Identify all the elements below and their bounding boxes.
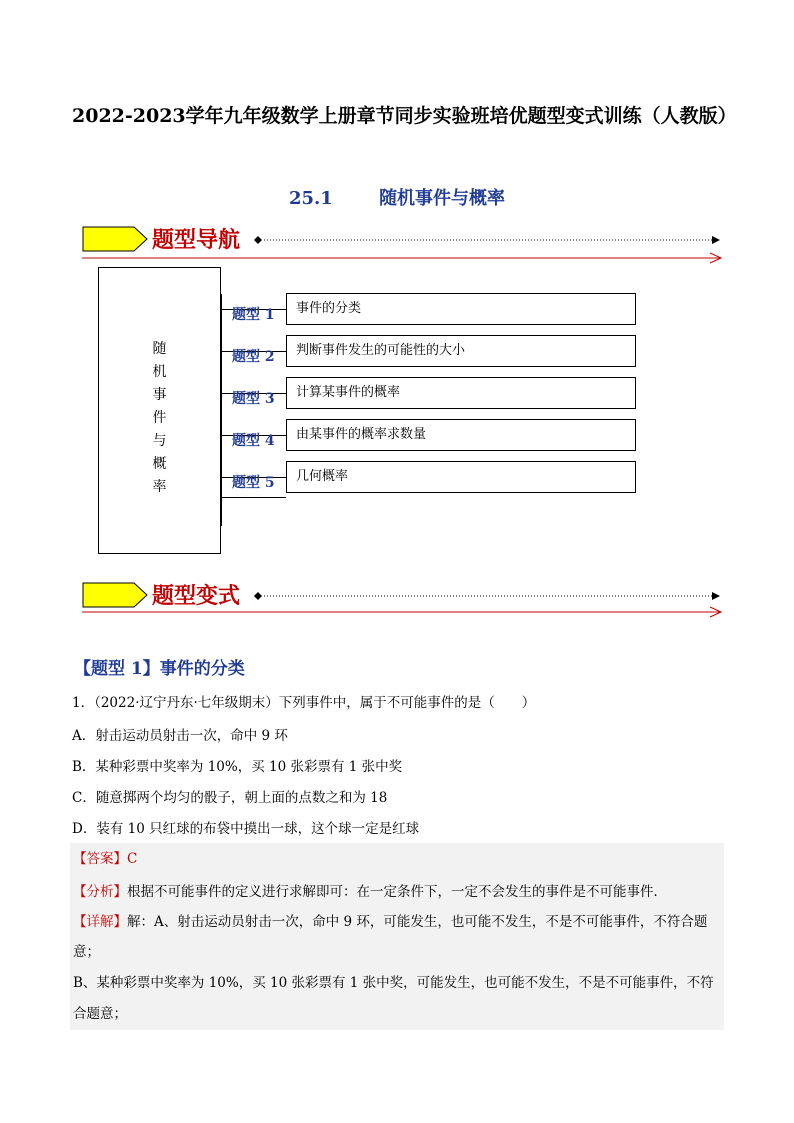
nav-item-box-2: 判断事件发生的可能性的大小 (286, 335, 636, 367)
question-stem: 1．（2022·辽宁丹东·七年级期末）下列事件中，属于不可能事件的是（ ） (72, 695, 536, 711)
option-a: A．射击运动员射击一次，命中 9 环 (72, 728, 288, 744)
nav-item-label-3: 题型 3 (232, 391, 275, 407)
nav-left-char: 件 (152, 410, 167, 426)
nav-item-label-5: 题型 5 (232, 475, 275, 491)
section-title (0, 184, 794, 210)
banner-title: 题型变式 (152, 583, 241, 609)
nav-item-box-4: 由某事件的概率求数量 (286, 419, 636, 451)
nav-left-char: 率 (152, 479, 167, 495)
section-number: 25.1 (288, 188, 333, 209)
nav-item-label-1: 题型 1 (232, 307, 275, 323)
nav-item-label-4: 题型 4 (232, 433, 275, 449)
nav-left-char: 与 (152, 433, 167, 449)
analysis-text: 根据不可能事件的定义进行求解即可：在一定条件下，一定不会发生的事件是不可能事件． (127, 884, 667, 900)
answer-value: C (127, 851, 138, 867)
heading-tag: 【题型 1】 (74, 659, 160, 679)
nav-connector (222, 497, 286, 498)
answer-line (73, 848, 723, 870)
nav-left-char: 随 (152, 341, 167, 357)
detail-line-4: 合题意； (73, 1006, 127, 1022)
nav-item-box-1: 事件的分类 (286, 293, 636, 325)
nav-item-box-3: 计算某事件的概率 (286, 377, 636, 409)
option-b: B．某种彩票中奖率为 10%，买 10 张彩票有 1 张中奖 (72, 759, 403, 775)
detail-text: 解：A、射击运动员射击一次，命中 9 环，可能发生，也可能不发生，不是不可能事件，不符合题 (127, 914, 708, 930)
nav-banner (82, 226, 732, 266)
analysis-line (73, 881, 723, 903)
variant-banner (82, 582, 732, 622)
nav-left-char: 概 (152, 456, 167, 472)
analysis-tag: 【分析】 (73, 884, 127, 900)
answer-tag: 【答案】 (73, 851, 127, 867)
nav-item-box-5: 几何概率 (286, 461, 636, 493)
nav-left-char: 事 (152, 387, 167, 403)
document-title: 2022-2023学年九年级数学上册章节同步实验班培优题型变式训练（人教版） (72, 105, 737, 127)
detail-line-2: 意； (73, 944, 100, 960)
detail-tag: 【详解】 (73, 914, 127, 930)
question-type-heading (74, 654, 245, 679)
nav-left-box (98, 267, 221, 554)
nav-left-vertical-text (99, 338, 220, 499)
option-d: D．装有 10 只红球的布袋中摸出一球，这个球一定是红球 (72, 821, 420, 837)
heading-name: 事件的分类 (159, 659, 245, 679)
section-name: 随机事件与概率 (379, 188, 506, 209)
answer-block-background (70, 843, 724, 1030)
option-c: C．随意掷两个均匀的骰子，朝上面的点数之和为 18 (72, 790, 388, 806)
nav-item-label-2: 题型 2 (232, 349, 275, 365)
nav-bracket-line (221, 294, 230, 526)
banner-title: 题型导航 (152, 227, 241, 253)
detail-line-1 (73, 911, 723, 933)
detail-line-3: B、某种彩票中奖率为 10%，买 10 张彩票有 1 张中奖，可能发生，也可能不发生，不是不可能事件，不符 (73, 975, 714, 991)
nav-left-char: 机 (152, 364, 167, 380)
